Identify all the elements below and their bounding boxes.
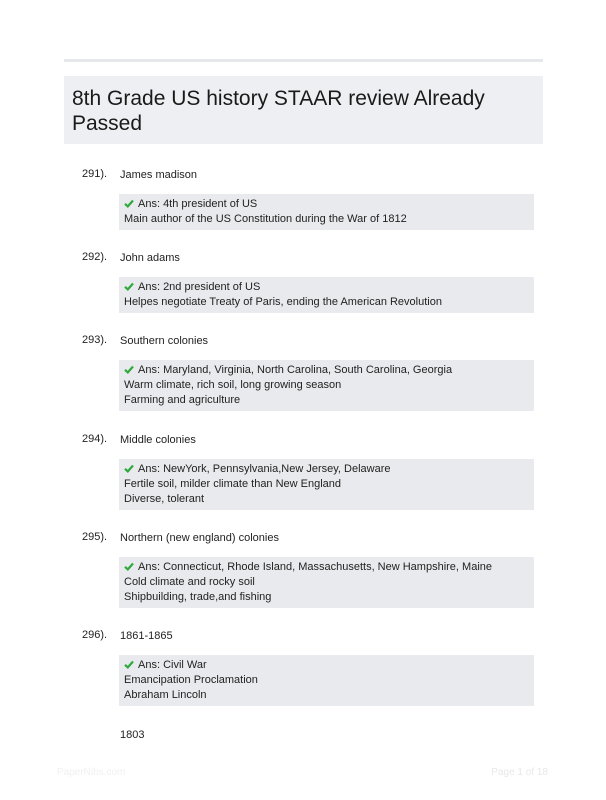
question-text: 1861-1865 (120, 630, 173, 642)
check-icon (124, 660, 134, 669)
question-number: 295). (82, 531, 108, 543)
answer-box (119, 557, 534, 608)
answer-box (119, 655, 534, 706)
answer-note: Cold climate and rocky soil (124, 576, 255, 588)
answer-box (119, 459, 534, 510)
question-text: John adams (120, 252, 180, 264)
answer-note: Shipbuilding, trade,and fishing (124, 591, 272, 603)
question-text: 1803 (120, 729, 145, 741)
answer-note: Helpes negotiate Treaty of Paris, ending the American Revolution (124, 296, 442, 308)
answer-note: Farming and agriculture (124, 394, 241, 406)
answer-note: Fertile soil, milder climate than New England (124, 478, 342, 490)
answer-text: Ans: 2nd president of US (138, 281, 261, 293)
question-number: 296). (82, 629, 108, 641)
question-text: Southern colonies (120, 335, 209, 347)
answer-box (119, 360, 534, 411)
question-text: James madison (120, 169, 198, 181)
footer-watermark: PaperNibs.com (57, 767, 126, 778)
page-indicator: Page 1 of 18 (491, 767, 548, 778)
question-text: Middle colonies (120, 434, 196, 446)
question-number: 294). (82, 433, 108, 445)
answer-note: Diverse, tolerant (124, 493, 205, 505)
answer-note: Abraham Lincoln (124, 689, 207, 701)
answer-note: Emancipation Proclamation (124, 674, 258, 686)
answer-text: Ans: 4th president of US (138, 198, 258, 210)
question-number: 293). (82, 334, 108, 346)
answer-text: Ans: Maryland, Virginia, North Carolina, South Carolina, Georgia (138, 364, 453, 376)
question-number: 291). (82, 168, 108, 180)
answer-text: Ans: Civil War (138, 659, 207, 671)
check-icon (124, 199, 134, 208)
check-icon (124, 282, 134, 291)
answer-note: Main author of the US Constitution during the War of 1812 (124, 213, 407, 225)
answer-note: Warm climate, rich soil, long growing season (124, 379, 342, 391)
answer-text: Ans: Connecticut, Rhode Island, Massachusetts, New Hampshire, Maine (138, 561, 492, 573)
check-icon (124, 464, 134, 473)
question-text: Northern (new england) colonies (120, 532, 279, 544)
page-title: 8th Grade US history STAAR review Already Passed (72, 87, 485, 135)
answer-box (119, 277, 534, 313)
check-icon (124, 365, 134, 374)
answer-box (119, 194, 534, 230)
answer-text: Ans: NewYork, Pennsylvania,New Jersey, Delaware (138, 463, 391, 475)
question-number: 292). (82, 251, 108, 263)
title-banner (64, 76, 543, 144)
top-divider (64, 59, 543, 62)
check-icon (124, 562, 134, 571)
